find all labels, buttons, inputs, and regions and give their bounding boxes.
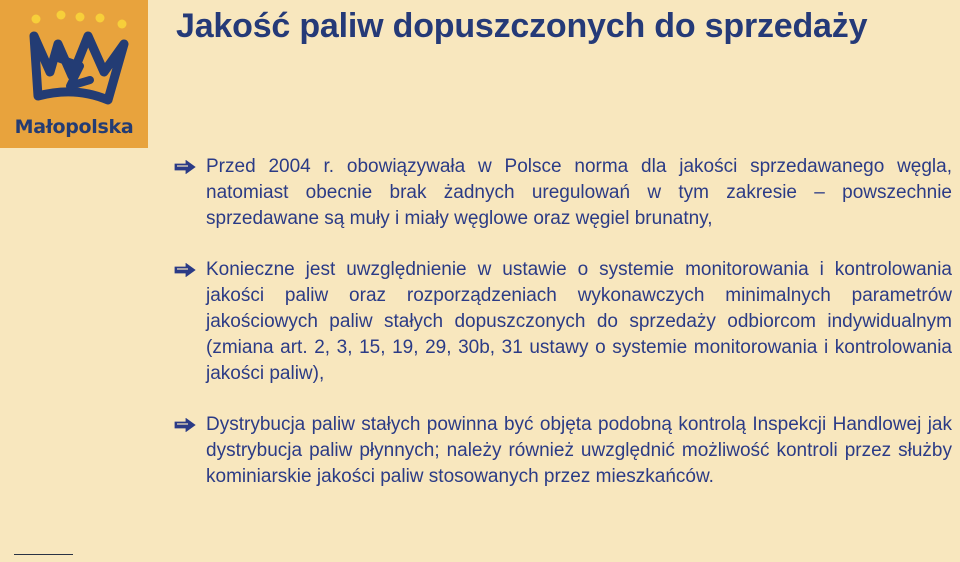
- logo-dot: [76, 13, 85, 22]
- logo-dot: [96, 14, 105, 23]
- bullet-text: Dystrybucja paliw stałych powinna być objęta podobną kontrolą Inspekcji Handlowej jak dystrybucja paliw płynnych; należy również uwzględnić możliwość kontroli przez służby kominiarskie jakości paliw stosowanych przez mieszkańców.: [206, 414, 952, 487]
- logo-dot: [57, 11, 66, 20]
- bullet-text: Konieczne jest uwzględnienie w ustawie o systemie monitorowania i kontrolowania jakości paliw oraz rozporządzeniach wykonawczych minimalnych parametrów jakościowych paliw stałych dopuszczonych do sprzedaży odbiorcom indywidualnym (zmiana art. 2, 3, 15, 19, 29, 30b, 31 ustawy o systemie monitorowania i kontrolowania jakości paliw),: [206, 259, 952, 384]
- arrow-right-icon: [174, 160, 196, 174]
- bullet-text: Przed 2004 r. obowiązywała w Polsce norma dla jakości sprzedawanego węgla, natomiast obecnie brak żadnych uregulowań w tym zakresie – powszechnie sprzedawane są muły i miały węglowe oraz węgiel brunatny,: [206, 156, 952, 229]
- page-title: Jakość paliw dopuszczonych do sprzedaży: [176, 7, 868, 45]
- logo-dot: [118, 20, 127, 29]
- bullet-item: [174, 412, 952, 490]
- bullet-item: [174, 154, 952, 232]
- bullet-item: [174, 257, 952, 387]
- logo-dot: [32, 15, 41, 24]
- bullet-list: [174, 154, 952, 515]
- arrow-right-icon: [174, 418, 196, 432]
- logo-text: Małopolska: [14, 116, 134, 138]
- footer-divider: [14, 554, 73, 555]
- arrow-right-icon: [174, 263, 196, 277]
- malopolska-logo: [0, 0, 148, 148]
